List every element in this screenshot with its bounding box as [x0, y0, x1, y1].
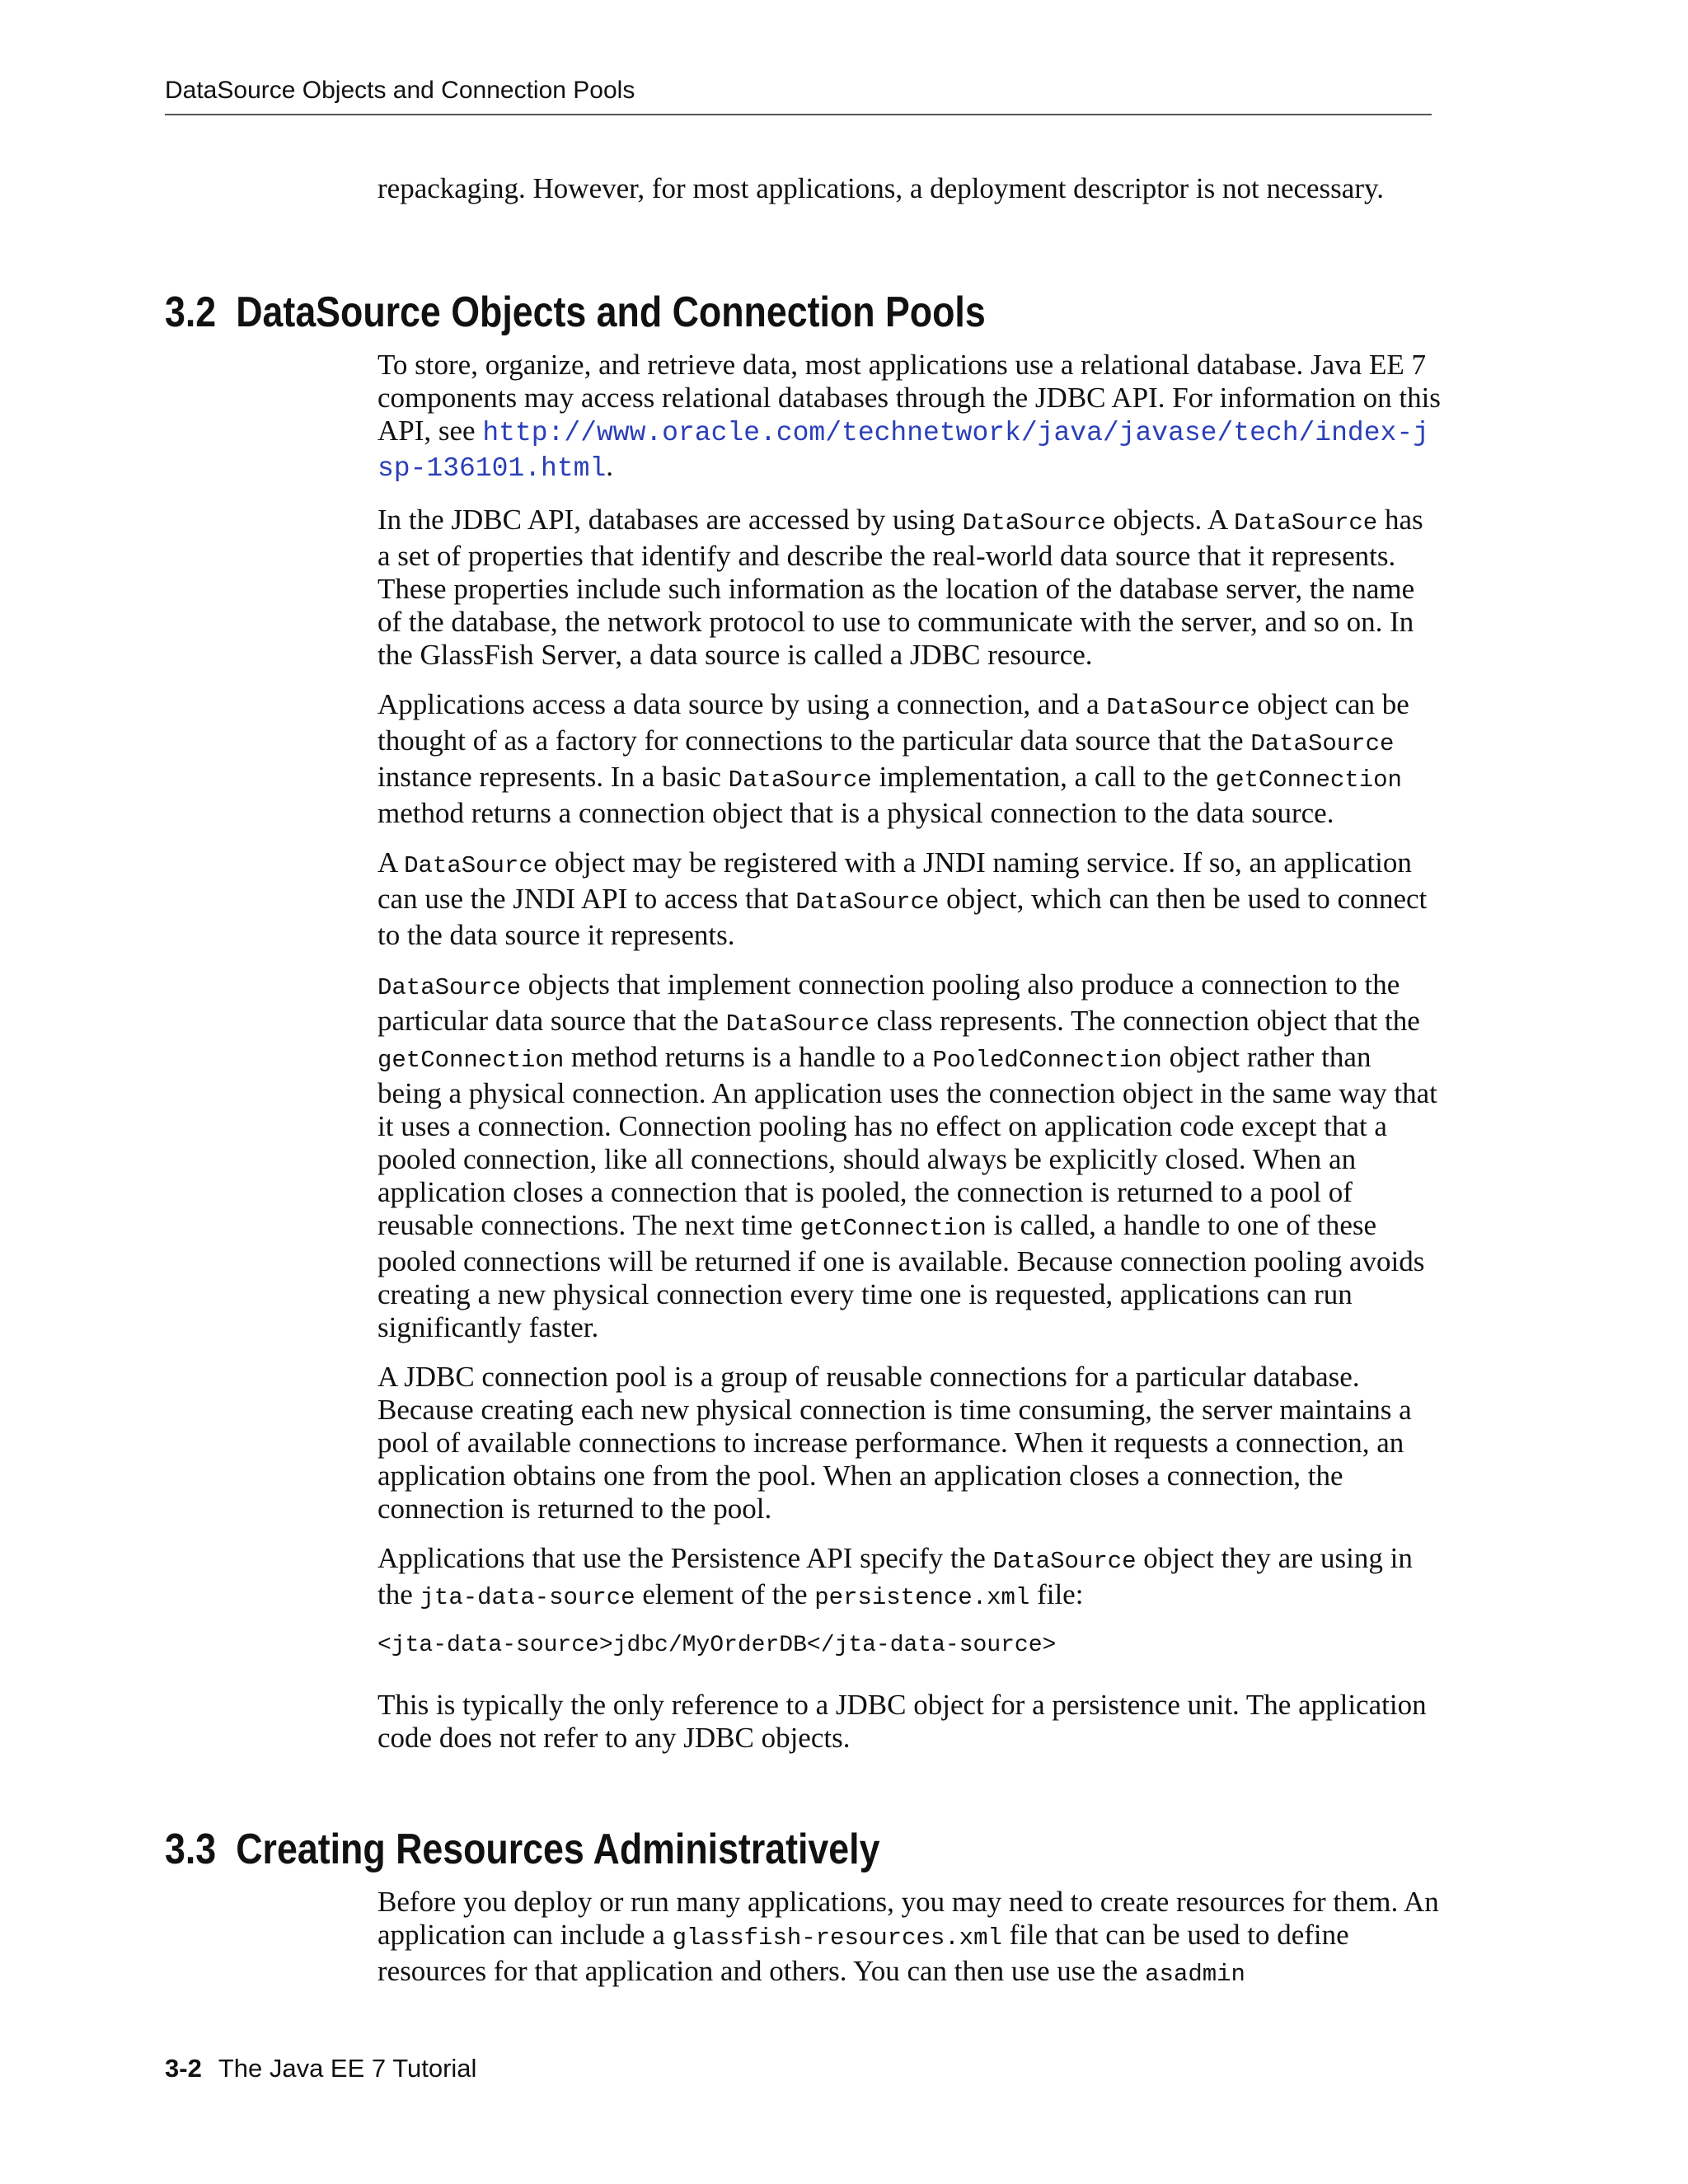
section-3-3-body [377, 1886, 1441, 1991]
running-header [165, 74, 1432, 115]
section-title: Creating Resources Administratively [236, 1825, 880, 1873]
code-term: DataSource [992, 1548, 1137, 1575]
code-term: jta-data-source [420, 1584, 635, 1611]
intro-text: repackaging. However, for most applications, a deployment descriptor is not necessary. [377, 172, 1384, 204]
paragraph-connection-factory [377, 688, 1441, 830]
code-term: persistence.xml [814, 1584, 1030, 1611]
paragraph-text: A [377, 846, 405, 879]
page-number: 3-2 [165, 2054, 202, 2083]
code-term: getConnection [799, 1215, 987, 1242]
paragraph-text: To store, organize, and retrieve data, most applications use a relational database. Java EE 7 components may access relational databases through the JDBC API. For information on this API, see [377, 349, 1441, 447]
paragraph-text: object they are using in the [377, 1542, 1413, 1610]
code-term: glassfish-resources.xml [672, 1924, 1002, 1952]
code-term: DataSource [1250, 730, 1395, 757]
paragraph-text: method returns is a handle to a [564, 1041, 933, 1073]
paragraph-text: Applications that use the Persistence API specify the [377, 1542, 993, 1574]
paragraph-text: object rather than being a physical connection. An application uses the connection object in the same way that it uses a connection. Connection pooling has no effect on application code except that a pooled connection, like all connections, should always be explicitly closed. When an application closes a connection that is pooled, the connection is returned to a pool of reusable connections. The next time [377, 1041, 1437, 1241]
code-term: DataSource [962, 509, 1106, 537]
paragraph-jdbc-intro [377, 349, 1441, 485]
paragraph-text: implementation, a call to the [871, 761, 1216, 793]
jdbc-api-link[interactable]: http://www.oracle.com/technetwork/java/javase/tech/index-jsp-136101.html [377, 418, 1429, 484]
paragraph-text: objects. A [1105, 504, 1235, 536]
code-term: PooledConnection [932, 1047, 1162, 1074]
book-title: The Java EE 7 Tutorial [218, 2054, 477, 2083]
paragraph-text: file that can be used to define resources for that application and others. You can then use use the [377, 1919, 1349, 1987]
paragraph-text: is called, a handle to one of these pooled connections will be returned if one is available. Because connection pooling avoids creating a new physical connection every time one is requested, applications can run significantly faster. [377, 1209, 1425, 1343]
code-term: DataSource [725, 1010, 870, 1038]
section-title: DataSource Objects and Connection Pools [236, 288, 986, 336]
code-term: getConnection [377, 1047, 565, 1074]
paragraph-text: method returns a connection object that is a physical connection to the data source. [377, 797, 1334, 829]
paragraph-text: objects that implement connection pooling also produce a connection to the particular data source that the [377, 968, 1400, 1037]
paragraph-text: object, which can then be used to connect to the data source it represents. [377, 883, 1428, 951]
paragraph-creating-resources [377, 1886, 1441, 1991]
paragraph-text: file: [1029, 1578, 1084, 1610]
paragraph-jndi [377, 846, 1441, 952]
section-3-2-body [377, 349, 1441, 1755]
paragraph-text: In the JDBC API, databases are accessed by using [377, 504, 963, 536]
code-term: DataSource [795, 888, 940, 916]
code-example: <jta-data-source>jdbc/MyOrderDB</jta-data-source> [377, 1633, 1057, 1658]
section-number: 3.3 [165, 1825, 217, 1873]
page-footer [165, 2052, 476, 2085]
code-term: DataSource [1234, 509, 1378, 537]
paragraph-text: class represents. The connection object that the [869, 1005, 1420, 1037]
paragraph-text: instance represents. In a basic [377, 761, 729, 793]
code-term: DataSource [404, 852, 548, 879]
code-term: asadmin [1145, 1961, 1245, 1988]
paragraph-datasource-objects [377, 504, 1441, 672]
paragraph-text: . [606, 450, 613, 482]
paragraph-text: Applications access a data source by using a connection, and a [377, 688, 1107, 720]
section-number: 3.2 [165, 288, 217, 336]
section-heading-3-2 [165, 286, 986, 339]
code-term: DataSource [377, 974, 522, 1001]
paragraph-persistence-unit: This is typically the only reference to a JDBC object for a persistence unit. The application code does not refer to any JDBC objects. [377, 1689, 1427, 1754]
paragraph-persistence-api [377, 1542, 1441, 1615]
running-title: DataSource Objects and Connection Pools [165, 77, 635, 104]
section-heading-3-3 [165, 1823, 879, 1876]
code-term: getConnection [1215, 766, 1402, 794]
paragraph-text: object may be registered with a JNDI naming service. If so, an application can use the JNDI API to access that [377, 846, 1412, 915]
paragraph-text: Before you deploy or run many applications, you may need to create resources for them. An application can include a [377, 1886, 1439, 1951]
code-term: DataSource [1106, 694, 1250, 721]
paragraph-text: element of the [635, 1578, 815, 1610]
code-term: DataSource [728, 766, 872, 794]
paragraph-connection-pooling [377, 968, 1441, 1344]
intro-paragraph [377, 172, 1441, 205]
paragraph-text: has a set of properties that identify and describe the real-world data source that it represents. These properties include such information as the location of the database server, the name of the database, the network protocol to use to communicate with the server, and so on. In the GlassFish Server, a data source is called a JDBC resource. [377, 504, 1423, 671]
paragraph-jdbc-pool: A JDBC connection pool is a group of reusable connections for a particular database. Because creating each new physical connection is time consuming, the server maintains a pool of available connections to increase performance. When it requests a connection, an application obtains one from the pool. When an application closes a connection, the connection is returned to the pool. [377, 1361, 1412, 1525]
paragraph-text: object can be thought of as a factory for connections to the particular data source that the [377, 688, 1409, 757]
